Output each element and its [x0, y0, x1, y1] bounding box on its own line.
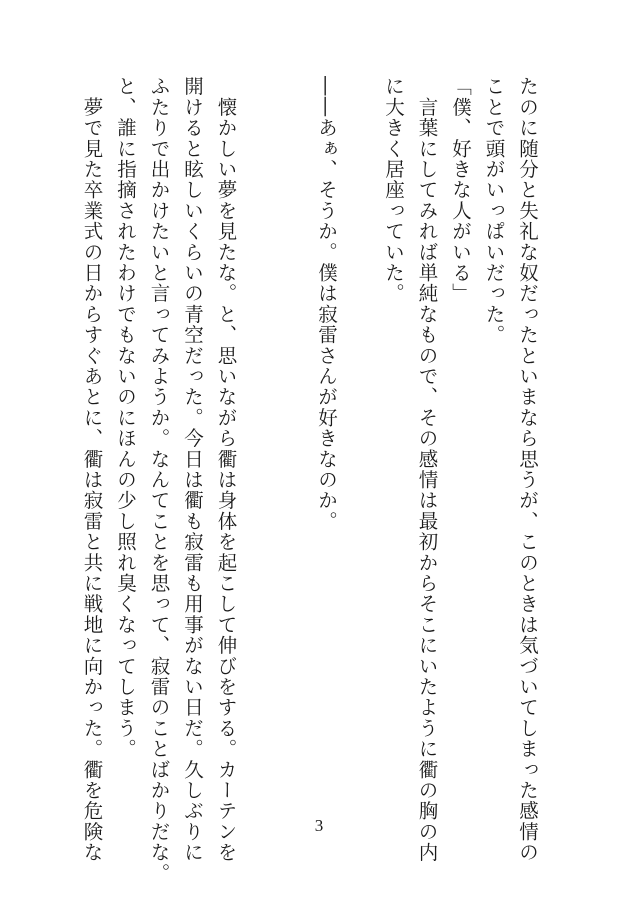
text-line: 言葉にしてみれば単純なもので、その感情は最初からそこにいたように衢の胸の内 — [415, 76, 439, 863]
vertical-text-body — [75, 76, 544, 884]
text-line: ことで頭がいっぱいだった。 — [482, 76, 506, 346]
text-line: 夢で見た卒業式の日からすぐあとに、衢は寂雷と共に戦地に向かった。衢を危険な — [80, 76, 104, 863]
blank-line — [343, 76, 377, 836]
page-number: 3 — [314, 816, 324, 835]
text-line: 懐かしい夢を見たな。と、思いながら衢は身体を起こして伸びをする。カーテンを — [214, 76, 238, 863]
text-line: と、誰に指摘されたわけでもないのにほんの少し照れ臭くなってしまう。 — [114, 76, 137, 760]
blank-line — [276, 76, 310, 836]
text-line: ふたりで出かけたいと言ってみようか。なんてことを思って、寂雷のことばかりだな。 — [147, 76, 171, 884]
text-line: たのに随分と失礼な奴だったといまなら思うが、このときは気づいてしまった感情の — [516, 76, 539, 863]
text-line: 「僕、好きな人がいる」 — [449, 76, 472, 304]
blank-line — [243, 76, 277, 836]
text-line: ――あぁ、そうか。僕は寂雷さんが好きなのか。 — [315, 76, 338, 532]
text-line: 開けると眩しいくらいの青空だった。今日は衢も寂雷も用事がない日だ。久しぶりに — [181, 76, 204, 863]
text-line: に大きく居座っていた。 — [382, 76, 405, 304]
